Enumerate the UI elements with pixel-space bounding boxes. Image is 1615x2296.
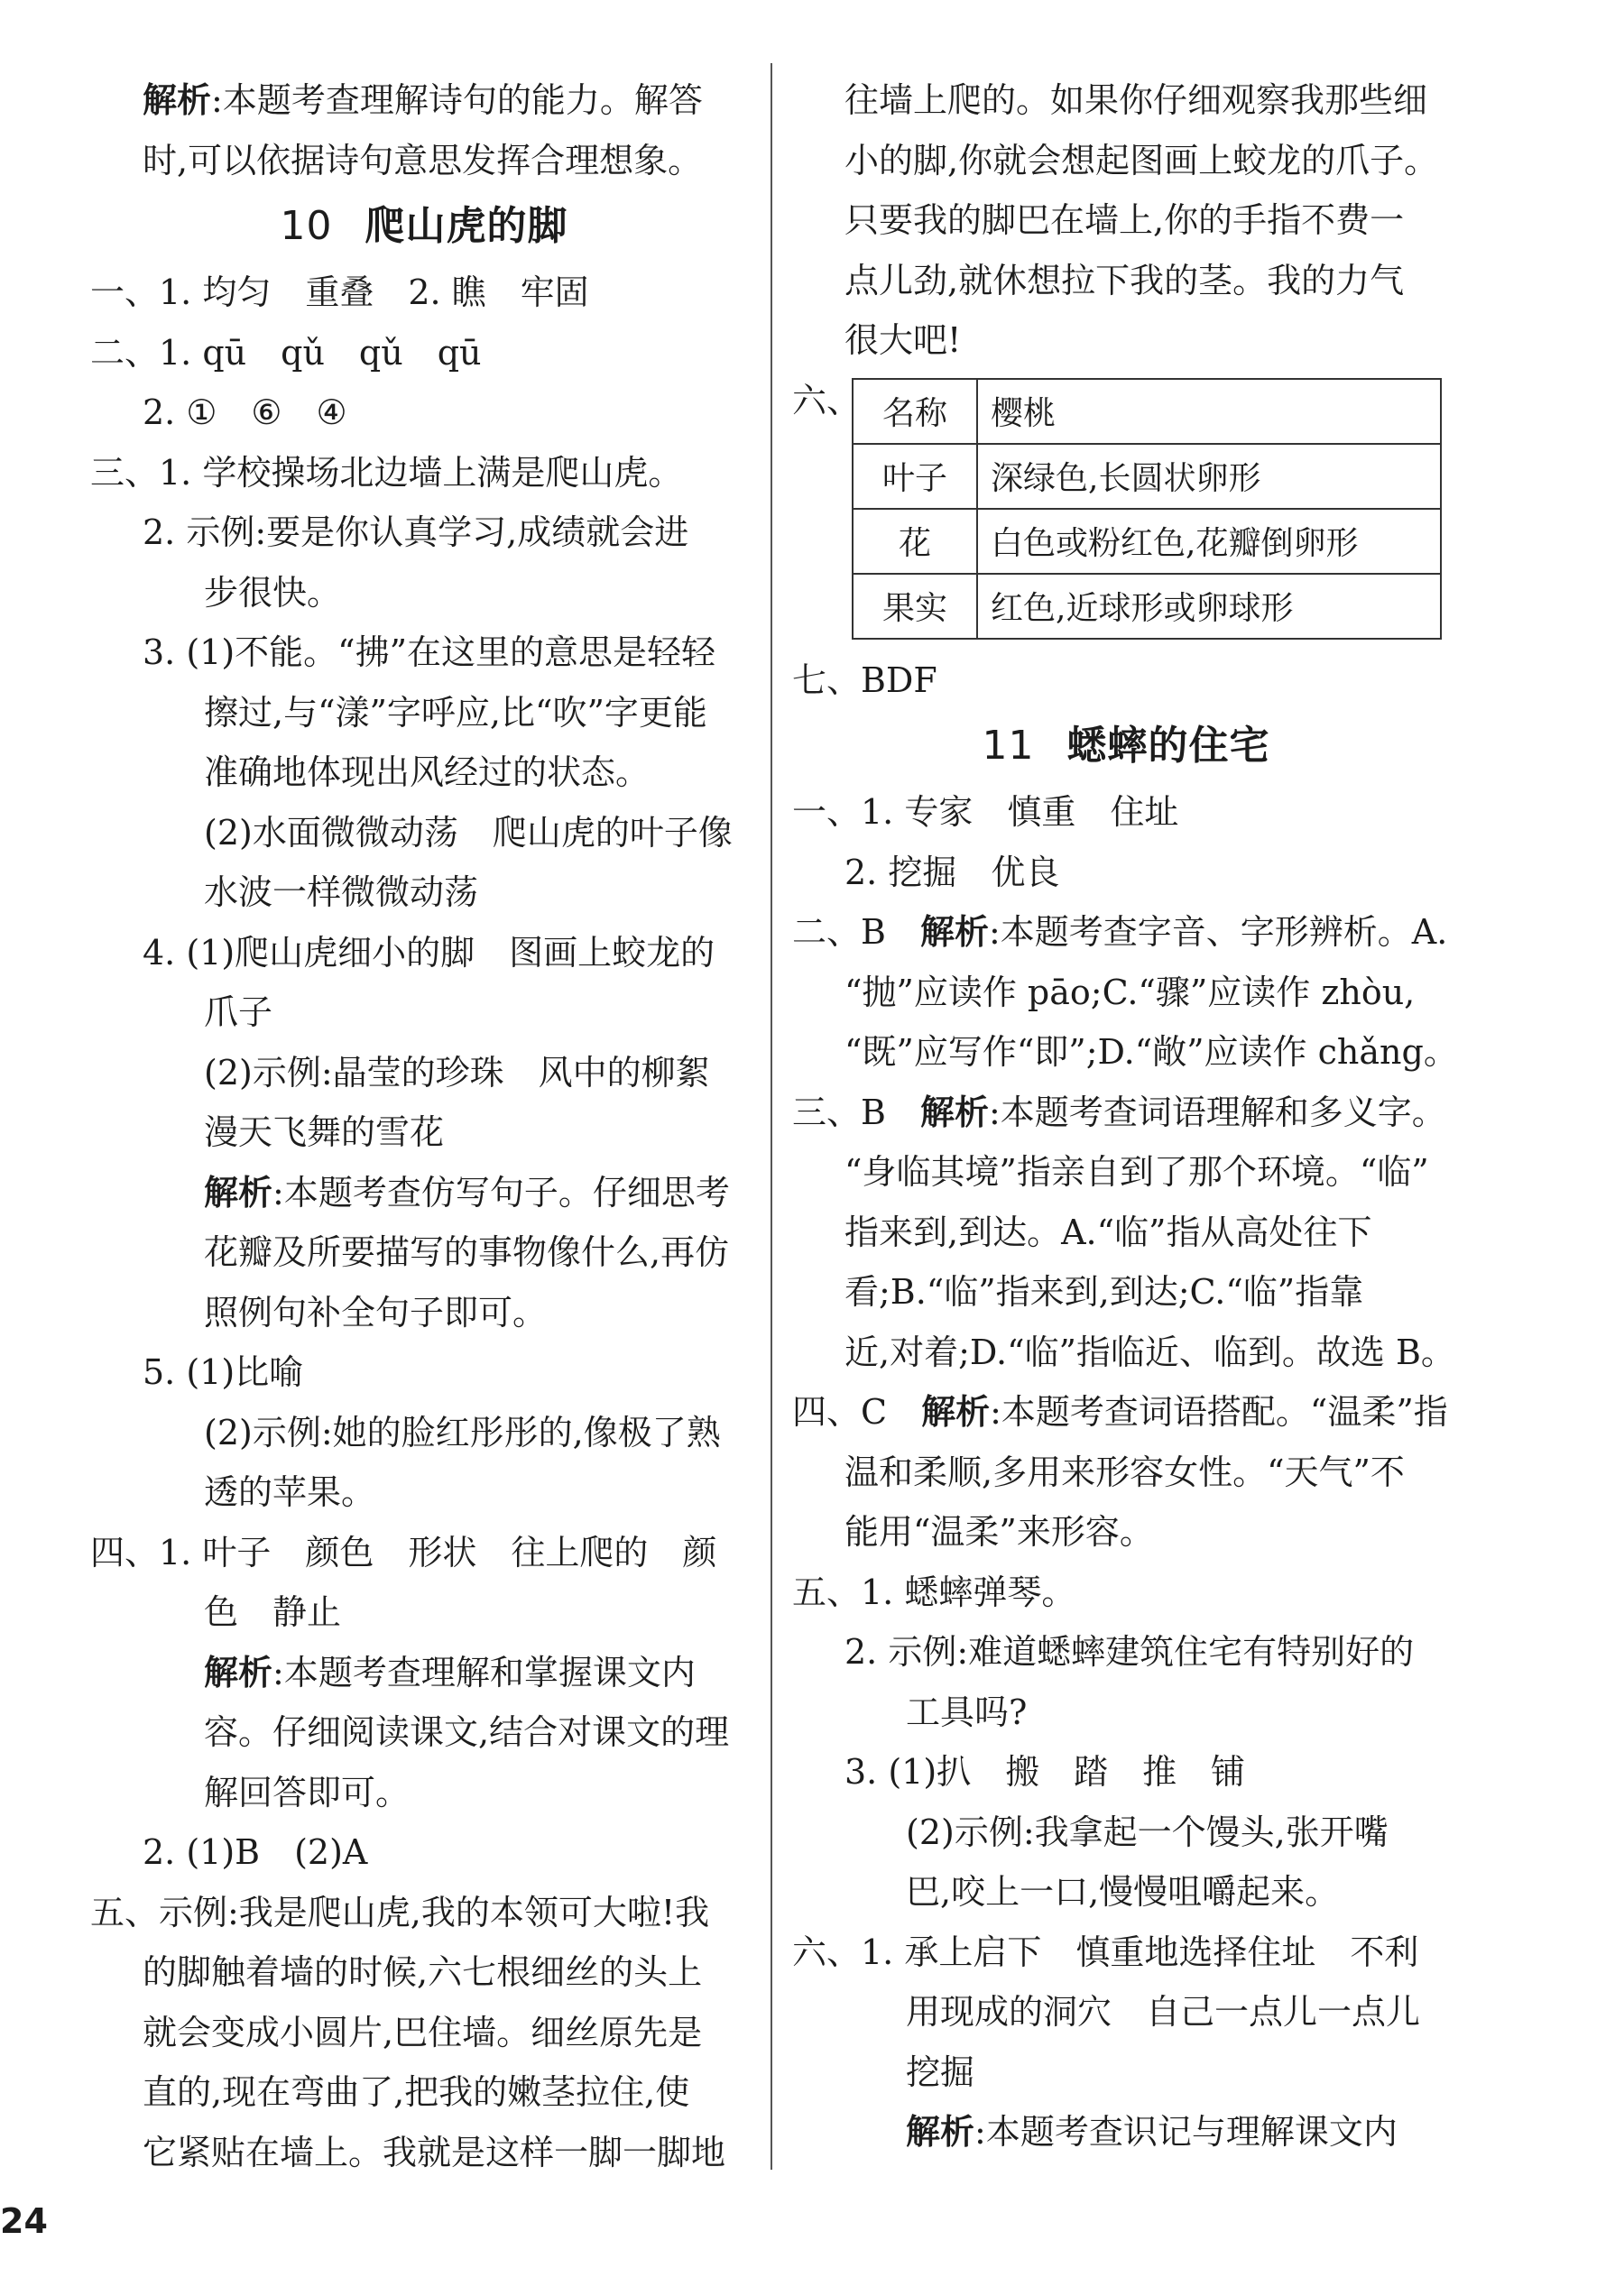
answer-line bbox=[90, 1822, 758, 1883]
line-text: 2. (1)B (2)A bbox=[143, 1832, 368, 1872]
line-text: 小的脚,你就会想起图画上蛟龙的爪子。 bbox=[844, 140, 1439, 180]
table-key: 叶子 bbox=[853, 444, 977, 509]
answer-line bbox=[90, 1462, 758, 1523]
line-text: 就会变成小圆片,巴住墙。细丝原先是 bbox=[143, 2012, 703, 2052]
answer-line bbox=[792, 1323, 1460, 1383]
analysis-label: 解析 bbox=[906, 2112, 975, 2152]
answer-line bbox=[792, 1502, 1460, 1563]
table-row bbox=[853, 379, 1441, 444]
line-text: 工具吗? bbox=[906, 1692, 1028, 1732]
answer-line bbox=[90, 1102, 758, 1163]
section-title bbox=[90, 190, 758, 263]
answer-line bbox=[792, 843, 1460, 903]
answer-line bbox=[90, 563, 758, 623]
answer-line bbox=[792, 1563, 1460, 1623]
line-text: “身临其境”指亲自到了那个环境。“临” bbox=[844, 1152, 1429, 1192]
answer-line bbox=[90, 1523, 758, 1583]
table-value: 红色,近球形或卵球形 bbox=[977, 574, 1441, 639]
line-text: :本题考查词语搭配。“温柔”指 bbox=[990, 1392, 1448, 1432]
answer-line bbox=[792, 902, 1460, 963]
answer-line bbox=[792, 1083, 1460, 1143]
section-title bbox=[792, 710, 1460, 782]
answer-line bbox=[792, 650, 1460, 711]
line-text: 一、1. 均匀 重叠 2. 瞧 牢固 bbox=[90, 272, 589, 312]
line-text: :本题考查词语理解和多义字。 bbox=[988, 1092, 1446, 1132]
line-text: 步很快。 bbox=[204, 572, 342, 613]
line-text: 水波一样微微动荡 bbox=[204, 872, 479, 912]
column-divider bbox=[771, 63, 772, 2170]
line-text: 用现成的洞穴 自己一点儿一点儿 bbox=[906, 1992, 1421, 2032]
answer-line bbox=[792, 1622, 1460, 1683]
line-text: 擦过,与“漾”字呼应,比“吹”字更能 bbox=[204, 692, 707, 733]
answer-line bbox=[792, 1022, 1460, 1083]
line-text: :本题考查识记与理解课文内 bbox=[974, 2112, 1398, 2152]
answer-line bbox=[792, 1683, 1460, 1743]
line-text: 解回答即可。 bbox=[204, 1772, 411, 1812]
line-text: 二、B bbox=[792, 912, 920, 952]
answer-line bbox=[792, 1982, 1460, 2042]
line-text: :本题考查理解诗句的能力。解答 bbox=[211, 80, 703, 120]
line-text: 时,可以依据诗句意思发挥合理想象。 bbox=[143, 140, 703, 180]
answer-line bbox=[90, 1702, 758, 1763]
answer-line bbox=[792, 1742, 1460, 1803]
line-text: 五、1. 蟋蟀弹琴。 bbox=[792, 1572, 1076, 1612]
cherry-table bbox=[852, 378, 1442, 640]
right-bottom-block bbox=[792, 650, 1460, 2162]
answer-line bbox=[90, 742, 758, 803]
line-text: 四、1. 叶子 颜色 形状 往上爬的 颜 bbox=[90, 1532, 717, 1572]
analysis-label: 解析 bbox=[921, 1392, 991, 1432]
table-value: 白色或粉红色,花瓣倒卵形 bbox=[977, 509, 1441, 574]
line-text: 5. (1)比喻 bbox=[143, 1352, 304, 1392]
answer-line bbox=[90, 131, 758, 191]
line-text: 温和柔顺,多用来形容女性。“天气”不 bbox=[844, 1452, 1405, 1492]
line-text: 色 静止 bbox=[204, 1592, 342, 1632]
answer-line bbox=[90, 1883, 758, 1943]
answer-line bbox=[792, 1203, 1460, 1263]
table-key: 花 bbox=[853, 509, 977, 574]
line-text: 指来到,到达。A.“临”指从高处往下 bbox=[844, 1212, 1372, 1252]
answer-line bbox=[90, 1942, 758, 2003]
line-text: 3. (1)扒 搬 踏 推 铺 bbox=[844, 1752, 1246, 1792]
line-text: 4. (1)爬山虎细小的脚 图画上蛟龙的 bbox=[143, 932, 715, 973]
answer-line bbox=[90, 683, 758, 743]
answer-line bbox=[90, 503, 758, 563]
answer-line bbox=[792, 1923, 1460, 1983]
answer-line bbox=[90, 2003, 758, 2063]
line-text: 五、示例:我是爬山虎,我的本领可大啦!我 bbox=[90, 1892, 710, 1932]
answer-line bbox=[792, 1443, 1460, 1503]
answer-line bbox=[792, 310, 1460, 371]
answer-line bbox=[90, 2123, 758, 2183]
answer-line bbox=[90, 862, 758, 923]
line-text: 透的苹果。 bbox=[204, 1472, 376, 1512]
line-text: :本题考查理解和掌握课文内 bbox=[272, 1652, 696, 1692]
analysis-label: 解析 bbox=[204, 1652, 273, 1692]
section-heading-text: 蟋蟀的住宅 bbox=[1066, 723, 1270, 769]
table-row bbox=[853, 509, 1441, 574]
table-row bbox=[853, 444, 1441, 509]
line-text: (2)示例:晶莹的珍珠 风中的柳絮 bbox=[204, 1052, 710, 1093]
line-text: 挖掘 bbox=[906, 2052, 975, 2092]
answer-line bbox=[90, 1163, 758, 1223]
answer-line bbox=[792, 251, 1460, 311]
line-text: “既”应写作“即”;D.“敞”应读作 chǎng。 bbox=[844, 1032, 1458, 1072]
answer-line bbox=[792, 1142, 1460, 1203]
line-text: 爪子 bbox=[204, 992, 273, 1032]
line-text: 七、BDF bbox=[792, 659, 937, 700]
right-column bbox=[792, 70, 1460, 2162]
line-text: 的脚触着墙的时候,六七根细丝的头上 bbox=[143, 1952, 703, 1992]
line-text: 只要我的脚巴在墙上,你的手指不费一 bbox=[844, 200, 1405, 240]
table-value: 樱桃 bbox=[977, 379, 1441, 444]
line-text: 看;B.“临”指来到,到达;C.“临”指靠 bbox=[844, 1272, 1364, 1312]
table-row bbox=[853, 574, 1441, 639]
line-text: 三、B bbox=[792, 1092, 920, 1132]
line-text: 一、1. 专家 慎重 住址 bbox=[792, 792, 1179, 832]
answer-line bbox=[792, 782, 1460, 843]
line-text: 准确地体现出风经过的状态。 bbox=[204, 752, 651, 792]
line-text: 3. (1)不能。“拂”在这里的意思是轻轻 bbox=[143, 632, 716, 672]
line-text: 三、1. 学校操场北边墙上满是爬山虎。 bbox=[90, 452, 683, 493]
answer-line bbox=[90, 1643, 758, 1703]
answer-line bbox=[90, 1763, 758, 1823]
line-text: 能用“温柔”来形容。 bbox=[844, 1512, 1154, 1552]
page-number: 24 bbox=[0, 2201, 48, 2241]
line-text: 巴,咬上一口,慢慢咀嚼起来。 bbox=[906, 1872, 1340, 1912]
answer-line bbox=[792, 2042, 1460, 2103]
line-text: “抛”应读作 pāo;C.“骤”应读作 zhòu, bbox=[844, 972, 1416, 1012]
table-question-marker: 六、 bbox=[792, 380, 862, 420]
answer-line bbox=[90, 1283, 758, 1343]
answer-line bbox=[90, 2062, 758, 2123]
answer-line bbox=[792, 1803, 1460, 1863]
line-text: (2)水面微微动荡 爬山虎的叶子像 bbox=[204, 812, 733, 853]
line-text: 2. 示例:要是你认真学习,成绩就会进 bbox=[143, 512, 689, 552]
answer-line bbox=[90, 1043, 758, 1103]
answer-line bbox=[90, 70, 758, 131]
answer-line bbox=[90, 622, 758, 683]
answer-line bbox=[792, 1262, 1460, 1323]
line-text: 容。仔细阅读课文,结合对课文的理 bbox=[204, 1712, 730, 1752]
line-text: 2. 挖掘 优良 bbox=[844, 852, 1060, 892]
table-value: 深绿色,长圆状卵形 bbox=[977, 444, 1441, 509]
analysis-label: 解析 bbox=[204, 1172, 273, 1213]
section-number: 11 bbox=[982, 723, 1035, 769]
line-text: (2)示例:我拿起一个馒头,张开嘴 bbox=[906, 1812, 1389, 1852]
answer-line bbox=[792, 190, 1460, 251]
answer-line bbox=[792, 2102, 1460, 2162]
answer-line bbox=[90, 383, 758, 443]
line-text: :本题考查字音、字形辨析。A. bbox=[988, 912, 1448, 952]
answer-line bbox=[90, 923, 758, 983]
answer-line bbox=[792, 131, 1460, 191]
line-text: 直的,现在弯曲了,把我的嫩茎拉住,使 bbox=[143, 2072, 690, 2112]
line-text: 漫天飞舞的雪花 bbox=[204, 1112, 445, 1152]
line-text: :本题考查仿写句子。仔细思考 bbox=[272, 1172, 730, 1213]
cherry-table-block bbox=[792, 371, 1460, 650]
line-text: 花瓣及所要描写的事物像什么,再仿 bbox=[204, 1232, 730, 1272]
line-text: 四、C bbox=[792, 1392, 922, 1432]
answer-line bbox=[90, 982, 758, 1043]
answer-line bbox=[792, 70, 1460, 131]
line-text: 2. 示例:难道蟋蟀建筑住宅有特别好的 bbox=[844, 1632, 1415, 1672]
line-text: (2)示例:她的脸红彤彤的,像极了熟 bbox=[204, 1412, 721, 1452]
section-number: 10 bbox=[280, 203, 333, 249]
line-text: 近,对着;D.“临”指临近、临到。故选 B。 bbox=[844, 1332, 1455, 1372]
answer-line bbox=[90, 323, 758, 383]
right-top-block bbox=[792, 70, 1460, 371]
analysis-label: 解析 bbox=[919, 912, 989, 952]
answer-line bbox=[792, 1862, 1460, 1923]
line-text: 它紧贴在墙上。我就是这样一脚一脚地 bbox=[143, 2132, 726, 2172]
answer-line bbox=[90, 443, 758, 503]
analysis-label: 解析 bbox=[143, 80, 212, 120]
answer-line bbox=[90, 1222, 758, 1283]
answer-line bbox=[90, 803, 758, 863]
line-text: 往墙上爬的。如果你仔细观察我那些细 bbox=[844, 80, 1428, 120]
line-text: 很大吧! bbox=[844, 320, 962, 360]
answer-line bbox=[90, 1403, 758, 1463]
section-heading-text: 爬山虎的脚 bbox=[365, 203, 568, 249]
answer-line bbox=[792, 1382, 1460, 1443]
answer-line bbox=[90, 1342, 758, 1403]
left-column bbox=[90, 70, 758, 2182]
line-text: 照例句补全句子即可。 bbox=[204, 1292, 548, 1332]
answer-line bbox=[90, 1582, 758, 1643]
line-text: 六、1. 承上启下 慎重地选择住址 不利 bbox=[792, 1932, 1419, 1972]
line-text: 二、1. qū qǔ qǔ qū bbox=[90, 332, 482, 373]
line-text: 2. ① ⑥ ④ bbox=[143, 392, 347, 432]
answer-line bbox=[792, 963, 1460, 1023]
analysis-label: 解析 bbox=[919, 1092, 989, 1132]
line-text: 点儿劲,就休想拉下我的茎。我的力气 bbox=[844, 260, 1405, 300]
table-key: 果实 bbox=[853, 574, 977, 639]
answer-line bbox=[90, 263, 758, 323]
table-key: 名称 bbox=[853, 379, 977, 444]
